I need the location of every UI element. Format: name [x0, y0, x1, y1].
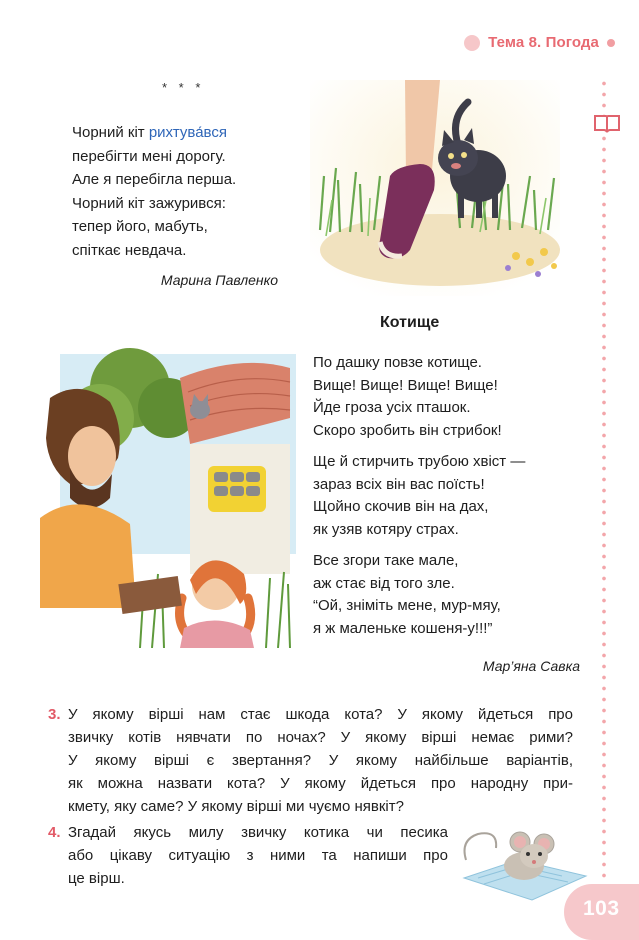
poem-line: Ще й стирчить трубою хвіст —	[313, 453, 526, 470]
poem-black-cat	[72, 121, 236, 262]
poem-line: По дашку повзе котище.	[313, 354, 482, 371]
task-line: як можна назвати кота? У якому йдеться про народну при-	[68, 775, 573, 792]
poem-line	[72, 121, 236, 145]
task-text	[68, 821, 448, 890]
poem-line: тепер його, мабуть,	[72, 218, 208, 235]
poem-line: Вище! Вище! Вище! Вище!	[313, 376, 498, 394]
poem-kotyshche	[313, 352, 525, 649]
poem-line: Йде гроза усіх пташок.	[313, 399, 471, 416]
poem-line: “Ой, зніміть мене, мур-мяу,	[313, 597, 501, 614]
header-small-dot-icon	[607, 39, 615, 47]
poem-title: Котище	[380, 314, 440, 331]
poem-line: спіткає невдача.	[72, 241, 187, 259]
task-number: 4.	[48, 824, 61, 841]
highlighted-word: рихтува́вся	[148, 124, 227, 141]
mouse-with-notebook-illustration	[458, 820, 588, 902]
poem-line: Щойно скочив він на дах,	[313, 498, 489, 515]
header-dot-icon	[464, 35, 480, 51]
poem-stanza	[313, 451, 525, 541]
poem-line: перебігти мені дорогу.	[72, 147, 226, 165]
poem-line: зараз всіх він вас поїсть!	[313, 475, 485, 493]
cat-on-roof-illustration	[40, 348, 300, 648]
poem-stanza	[313, 352, 525, 442]
poem-stanza	[313, 550, 525, 640]
poem-line-prefix: Чорний кіт	[72, 124, 149, 141]
poem-line: Все згори таке мале,	[313, 552, 459, 569]
page-number: 103	[583, 897, 620, 920]
poem-line: аж стає від того зле.	[313, 574, 455, 592]
poem-line: я ж маленьке кошеня-у!!!”	[313, 619, 493, 637]
task-number: 3.	[48, 706, 61, 723]
poem-separator: * * *	[162, 80, 205, 95]
chapter-header	[464, 34, 615, 51]
poem-author: Мар’яна Савка	[482, 658, 580, 674]
poem-author: Марина Павленко	[160, 272, 278, 288]
poem-line: Але я перебігла перша.	[72, 171, 237, 188]
task-line: це вірш.	[68, 870, 125, 887]
black-cat-illustration	[310, 80, 560, 296]
task-line: У якому вірші нам стає шкода кота? У якому йдеться про	[68, 706, 573, 723]
book-icon	[592, 112, 622, 136]
chapter-title: Тема 8. Погода	[488, 34, 599, 51]
poem-line: Чорний кіт зажурився:	[72, 194, 226, 212]
dotted-margin-rail	[601, 78, 607, 888]
poem-line: Скоро зробить він стрибок!	[313, 421, 502, 439]
task-line: звичку котів нявчати по ночах? У якому вірші немає рими?	[68, 729, 573, 746]
poem-line: як узяв котяру страх.	[313, 520, 459, 538]
task-text	[68, 703, 573, 818]
task-4	[48, 821, 448, 890]
task-line: Згадай якусь милу звичку котика чи песика	[68, 824, 448, 841]
task-3	[48, 703, 573, 818]
task-line: кмету, яку саме? У якому вірші ми чуємо нявкіт?	[68, 798, 404, 815]
task-line: У якому вірші є звертання? У якому найбільше варіантів,	[68, 752, 573, 769]
task-line: або цікаву ситуацію з ними та напиши про	[68, 847, 448, 864]
